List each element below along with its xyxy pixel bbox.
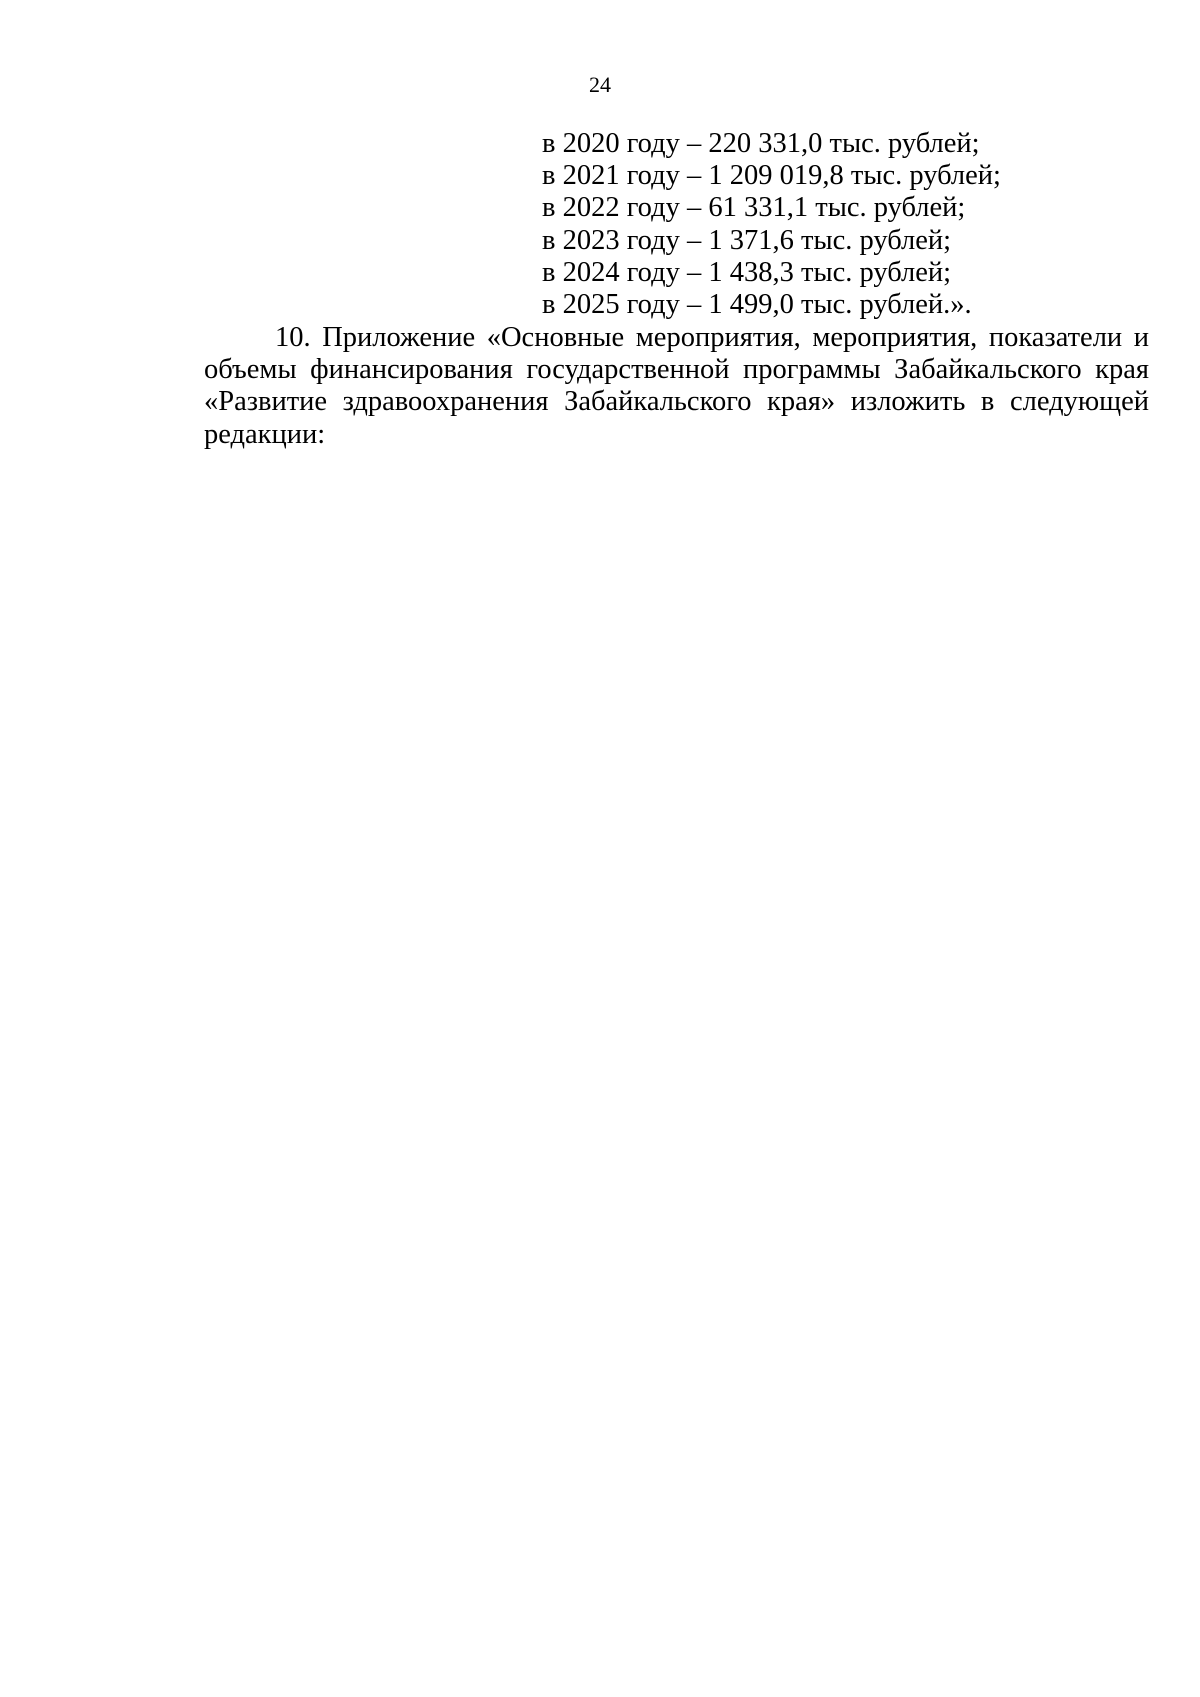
funding-line-2024: в 2024 году – 1 438,3 тыс. рублей; bbox=[542, 256, 952, 288]
funding-line-2025: в 2025 году – 1 499,0 тыс. рублей.». bbox=[542, 288, 972, 320]
funding-line-2021: в 2021 году – 1 209 019,8 тыс. рублей; bbox=[542, 160, 1001, 192]
page-number: 24 bbox=[589, 72, 611, 97]
paragraph-line: редакции: bbox=[204, 418, 326, 450]
funding-line-2023: в 2023 году – 1 371,6 тыс. рублей; bbox=[542, 224, 952, 256]
item-10-paragraph bbox=[204, 322, 1149, 451]
paragraph-line: 10. Приложение «Основные мероприятия, мероприятия, показатели и bbox=[275, 322, 1149, 353]
paragraph-line: «Развитие здравоохранения Забайкальского края» изложить в следующей bbox=[204, 386, 1149, 418]
funding-line-2020: в 2020 году – 220 331,0 тыс. рублей; bbox=[542, 128, 980, 159]
funding-line-2022: в 2022 году – 61 331,1 тыс. рублей; bbox=[542, 192, 966, 224]
funding-by-year-list bbox=[542, 128, 1001, 321]
paragraph-line: объемы финансирования государственной программы Забайкальского края bbox=[204, 354, 1149, 386]
